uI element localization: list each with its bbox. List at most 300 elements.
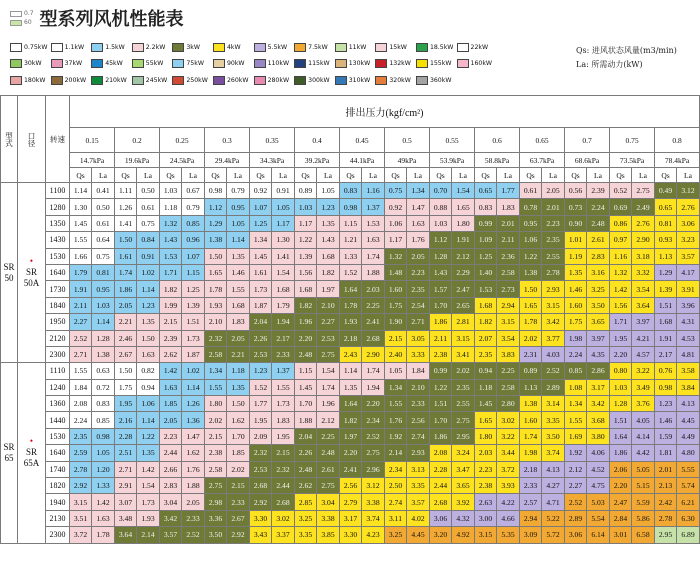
la-cell: 2.27: [317, 314, 340, 330]
qs-cell: 2.32: [205, 330, 227, 346]
la-cell: 2.68: [362, 330, 385, 346]
header-bore: 口径: [18, 96, 46, 183]
la-cell: 0.95: [227, 199, 250, 215]
qs-cell: 2.78: [70, 461, 92, 477]
qs-cell: 2.16: [115, 412, 137, 428]
la-cell: 1.02: [137, 264, 160, 280]
legend-swatch: [10, 59, 22, 68]
legend-item: [375, 56, 416, 71]
pressure-value: 0.55: [430, 128, 475, 153]
la-cell: 3.80: [587, 428, 610, 444]
qs-cell: 1.09: [475, 232, 497, 248]
qs-cell: 1.52: [340, 264, 362, 280]
la-cell: 4.81: [677, 346, 700, 362]
la-cell: 6.30: [677, 510, 700, 526]
la-cell: 2.56: [407, 412, 430, 428]
la-cell: 1.85: [227, 445, 250, 461]
qs-cell: 2.38: [205, 445, 227, 461]
qs-cell: 1.13: [655, 248, 677, 264]
la-cell: 2.61: [317, 461, 340, 477]
la-cell: 1.70: [227, 428, 250, 444]
qs-cell: 2.11: [430, 330, 452, 346]
la-cell: 2.76: [677, 199, 700, 215]
legend-swatch: [335, 43, 347, 52]
la-cell: 0.50: [92, 199, 115, 215]
table-row: [1, 346, 700, 362]
qs-cell: 1.21: [340, 232, 362, 248]
qs-cell: 2.42: [655, 494, 677, 510]
la-cell: 1.35: [137, 445, 160, 461]
la-cell: 4.49: [677, 428, 700, 444]
kpa-value: 24.5kPa: [160, 153, 205, 168]
la-cell: 3.74: [362, 510, 385, 526]
la-cell: 2.25: [362, 297, 385, 313]
qs-cell: 2.08: [430, 445, 452, 461]
qs-cell: 2.20: [610, 478, 632, 494]
qs-cell: 1.53: [160, 248, 182, 264]
qs-cell: 2.44: [430, 478, 452, 494]
la-cell: 1.84: [407, 363, 430, 379]
pressure-value: 0.75: [610, 128, 655, 153]
la-cell: 0.94: [137, 379, 160, 395]
la-cell: 1.42: [137, 461, 160, 477]
qs-cell: 1.71: [610, 314, 632, 330]
la-cell: 1.55: [272, 379, 295, 395]
pressure-value: 0.15: [70, 128, 115, 153]
legend-label: 18.5kW: [429, 44, 454, 51]
qs-cell: 2.53: [250, 346, 272, 362]
qs-cell: 1.88: [295, 412, 317, 428]
la-cell: 2.58: [497, 264, 520, 280]
qs-cell: 1.06: [385, 215, 407, 231]
qs-cell: 1.75: [385, 297, 407, 313]
qs-cell: 3.06: [565, 527, 587, 543]
speed-cell: 1280: [46, 199, 70, 215]
qs-cell: 1.57: [430, 281, 452, 297]
table-row: [1, 215, 700, 231]
la-cell: 1.54: [272, 264, 295, 280]
qs-cell: 1.50: [205, 248, 227, 264]
qs-cell: 1.18: [160, 199, 182, 215]
qs-cell: 1.80: [475, 428, 497, 444]
qs-cell: 3.43: [250, 527, 272, 543]
qs-cell: 1.69: [565, 428, 587, 444]
legend-label: 200kW: [64, 76, 87, 84]
la-cell: 2.35: [407, 281, 430, 297]
qs-cell: 1.87: [250, 297, 272, 313]
legend-item: [172, 56, 213, 71]
qs-cell: 2.38: [475, 478, 497, 494]
qs-cell: 2.75: [205, 478, 227, 494]
qs-cell: 2.66: [160, 461, 182, 477]
la-cell: 1.15: [182, 264, 205, 280]
qs-cell: 1.97: [340, 428, 362, 444]
qs-cell: 1.35: [340, 379, 362, 395]
speed-cell: 1440: [46, 412, 70, 428]
qs-cell: 1.95: [115, 396, 137, 412]
la-cell: 2.48: [587, 215, 610, 231]
qs-cell: 3.30: [250, 510, 272, 526]
legend-swatch: [213, 76, 225, 85]
la-cell: 1.50: [137, 330, 160, 346]
qs-cell: 0.49: [655, 183, 677, 199]
la-cell: 4.52: [587, 461, 610, 477]
qs-cell: 1.05: [385, 363, 407, 379]
qs-cell: 2.27: [565, 478, 587, 494]
qs-cell: 2.95: [655, 527, 677, 543]
la-cell: 4.22: [497, 494, 520, 510]
la-cell: 2.75: [317, 346, 340, 362]
kpa-value: 53.9kPa: [430, 153, 475, 168]
legend-swatch: [91, 43, 103, 52]
la-cell: 2.36: [497, 248, 520, 264]
la-cell: 0.50: [137, 183, 160, 199]
legend-item: [132, 56, 173, 71]
la-cell: 1.14: [92, 314, 115, 330]
la-cell: 0.91: [137, 248, 160, 264]
kpa-value: 68.6kPa: [565, 153, 610, 168]
qs-header: Qs: [250, 168, 272, 183]
la-header: La: [542, 168, 565, 183]
la-header: La: [362, 168, 385, 183]
la-cell: 2.93: [407, 445, 430, 461]
la-cell: 3.02: [272, 510, 295, 526]
title-row: [10, 4, 184, 32]
la-cell: 3.93: [497, 478, 520, 494]
la-cell: 2.34: [362, 412, 385, 428]
type-line: SR: [3, 441, 15, 452]
qs-cell: 1.70: [430, 412, 452, 428]
qs-cell: 2.51: [115, 445, 137, 461]
qs-cell: 1.82: [475, 314, 497, 330]
speed-cell: 1730: [46, 281, 70, 297]
la-header: La: [227, 168, 250, 183]
la-cell: 0.61: [92, 215, 115, 231]
la-cell: 6.89: [677, 527, 700, 543]
model-line: SR: [25, 447, 37, 458]
la-cell: 1.42: [92, 494, 115, 510]
la-cell: 3.54: [632, 281, 655, 297]
qs-cell: 0.56: [565, 183, 587, 199]
qs-cell: 1.92: [565, 445, 587, 461]
la-cell: 3.57: [407, 494, 430, 510]
la-cell: 1.63: [407, 215, 430, 231]
la-cell: 6.58: [632, 527, 655, 543]
table-row: [1, 461, 700, 477]
qs-cell: 3.25: [385, 527, 407, 543]
la-cell: 3.64: [632, 297, 655, 313]
la-cell: 3.32: [632, 264, 655, 280]
legend-item: [375, 73, 416, 88]
qs-cell: 1.55: [565, 412, 587, 428]
la-cell: 2.96: [362, 461, 385, 477]
legend-swatch: [10, 76, 22, 85]
model-line: 50A: [23, 278, 40, 289]
legend-item: [172, 73, 213, 88]
legend-swatch: [51, 76, 63, 85]
la-cell: 2.25: [317, 428, 340, 444]
qs-cell: 1.64: [610, 428, 632, 444]
qs-cell: 3.72: [70, 527, 92, 543]
legend-swatch: [10, 20, 22, 26]
qs-cell: 2.35: [475, 346, 497, 362]
la-cell: 1.82: [317, 264, 340, 280]
la-cell: 2.68: [272, 494, 295, 510]
la-cell: 2.93: [542, 281, 565, 297]
legend-label: 2.2kW: [145, 44, 166, 51]
qs-cell: 1.63: [160, 379, 182, 395]
la-cell: 0.72: [92, 379, 115, 395]
legend-label: 320kW: [389, 76, 411, 84]
qs-cell: 2.92: [250, 494, 272, 510]
legend-label: 45kW: [105, 60, 123, 68]
la-cell: 3.74: [542, 445, 565, 461]
model-line: SR: [25, 267, 37, 278]
qs-cell: 2.15: [205, 428, 227, 444]
la-cell: 2.52: [542, 363, 565, 379]
qs-cell: 1.96: [295, 314, 317, 330]
qs-cell: 2.12: [565, 461, 587, 477]
qs-cell: 1.59: [655, 428, 677, 444]
la-cell: 1.93: [137, 510, 160, 526]
qs-cell: 1.41: [115, 215, 137, 231]
legend-item: [254, 56, 295, 71]
la-cell: 0.95: [92, 281, 115, 297]
qs-cell: 1.50: [115, 232, 137, 248]
la-cell: 3.42: [542, 314, 565, 330]
qs-cell: 2.50: [385, 478, 407, 494]
qs-cell: 1.38: [520, 264, 542, 280]
qs-header: Qs: [205, 168, 227, 183]
la-cell: 1.05: [227, 215, 250, 231]
la-cell: 3.83: [497, 346, 520, 362]
qs-cell: 0.98: [205, 183, 227, 199]
power-legend: [10, 40, 570, 89]
speed-cell: 1740: [46, 461, 70, 477]
la-cell: 0.85: [182, 215, 205, 231]
type-cell: [1, 183, 18, 363]
qs-cell: 3.48: [115, 510, 137, 526]
qs-cell: 1.65: [520, 297, 542, 313]
kpa-value: 34.3kPa: [250, 153, 295, 168]
qs-cell: 2.57: [520, 494, 542, 510]
la-cell: 2.44: [272, 478, 295, 494]
legend-item: [375, 40, 416, 55]
qs-header: Qs: [520, 168, 542, 183]
qs-header: Qs: [430, 168, 452, 183]
la-cell: 1.80: [452, 215, 475, 231]
qs-cell: 2.04: [250, 314, 272, 330]
qs-cell: 1.55: [70, 363, 92, 379]
legend-swatch: [213, 43, 225, 52]
qs-cell: 1.40: [475, 264, 497, 280]
la-cell: 5.35: [497, 527, 520, 543]
la-cell: 0.98: [92, 428, 115, 444]
qs-cell: 2.05: [160, 412, 182, 428]
la-cell: 2.11: [497, 232, 520, 248]
la-cell: 3.84: [677, 379, 700, 395]
la-cell: 4.05: [632, 412, 655, 428]
kpa-value: 63.7kPa: [520, 153, 565, 168]
qs-cell: 2.15: [160, 314, 182, 330]
qs-cell: 1.91: [70, 281, 92, 297]
qs-cell: 1.79: [70, 264, 92, 280]
legend-label: 310kW: [348, 76, 371, 84]
qs-cell: 2.41: [340, 461, 362, 477]
la-cell: 4.27: [542, 478, 565, 494]
la-cell: 1.87: [182, 346, 205, 362]
qs-cell: 2.58: [205, 346, 227, 362]
la-header: La: [92, 168, 115, 183]
qs-cell: 2.26: [295, 445, 317, 461]
la-cell: 2.52: [182, 527, 205, 543]
qs-cell: 0.81: [655, 215, 677, 231]
la-cell: 3.50: [587, 297, 610, 313]
la-cell: 1.63: [362, 232, 385, 248]
qs-cell: 1.45: [70, 215, 92, 231]
la-cell: 2.67: [227, 510, 250, 526]
la-cell: 0.75: [137, 215, 160, 231]
la-cell: 1.35: [137, 314, 160, 330]
legend-label: 11kW: [348, 44, 367, 51]
pressure-value: 0.2: [115, 128, 160, 153]
la-cell: 1.73: [137, 494, 160, 510]
table-row: [1, 297, 700, 313]
qs-cell: 2.56: [340, 478, 362, 494]
qs-header: Qs: [475, 168, 497, 183]
la-cell: 4.92: [452, 527, 475, 543]
la-cell: 1.05: [317, 183, 340, 199]
legend-label: 5.5kW: [267, 44, 288, 51]
la-cell: 2.12: [317, 412, 340, 428]
legend-item: [91, 40, 132, 55]
qs-cell: 1.45: [475, 396, 497, 412]
qs-cell: 1.03: [610, 379, 632, 395]
la-cell: 1.73: [272, 396, 295, 412]
pressure-value: 0.7: [565, 128, 610, 153]
legend-row: [10, 73, 570, 88]
la-header: La: [182, 168, 205, 183]
la-cell: 2.05: [182, 494, 205, 510]
la-cell: 3.76: [632, 396, 655, 412]
qs-header: Qs: [70, 168, 92, 183]
table-row: [1, 428, 700, 444]
legend-swatch: [254, 59, 266, 68]
legend-swatch: [294, 43, 306, 52]
la-cell: 1.95: [272, 428, 295, 444]
qs-cell: 1.50: [520, 281, 542, 297]
la-cell: 1.30: [272, 232, 295, 248]
speed-cell: 1530: [46, 428, 70, 444]
qs-cell: 2.27: [70, 314, 92, 330]
qs-cell: 1.45: [295, 379, 317, 395]
la-cell: 4.21: [632, 330, 655, 346]
la-cell: 2.21: [227, 346, 250, 362]
qs-cell: 1.55: [205, 379, 227, 395]
la-cell: 3.96: [677, 297, 700, 313]
qs-cell: 1.86: [115, 281, 137, 297]
la-cell: 0.79: [227, 183, 250, 199]
la-cell: 2.33: [182, 510, 205, 526]
qs-cell: 2.34: [385, 461, 407, 477]
la-cell: 5.72: [542, 527, 565, 543]
qs-cell: 1.98: [565, 330, 587, 346]
qs-cell: 1.82: [340, 412, 362, 428]
la-cell: 3.44: [497, 445, 520, 461]
qs-cell: 3.06: [430, 510, 452, 526]
qs-header: Qs: [340, 168, 362, 183]
qs-cell: 2.62: [295, 478, 317, 494]
qs-cell: 2.71: [70, 346, 92, 362]
qs-cell: 1.32: [160, 215, 182, 231]
qs-cell: 1.82: [160, 281, 182, 297]
la-cell: 2.78: [542, 264, 565, 280]
legend-item: [416, 40, 457, 55]
qs-cell: 2.39: [160, 330, 182, 346]
legend-swatch: [91, 59, 103, 68]
qs-cell: 3.01: [610, 527, 632, 543]
legend-item: [416, 56, 457, 71]
legend-row: [10, 40, 570, 55]
qs-cell: 0.89: [520, 363, 542, 379]
legend-item: [294, 73, 335, 88]
marker-dot: •: [29, 256, 34, 267]
la-cell: 3.23: [677, 232, 700, 248]
la-cell: 0.41: [92, 183, 115, 199]
legend-swatch: [172, 43, 184, 52]
qs-header: Qs: [115, 168, 137, 183]
la-cell: 2.76: [632, 215, 655, 231]
la-cell: 1.78: [92, 527, 115, 543]
qs-cell: 2.17: [655, 346, 677, 362]
la-cell: 3.04: [317, 494, 340, 510]
table-row: [1, 248, 700, 264]
la-cell: 1.88: [182, 478, 205, 494]
legend-item: [10, 73, 51, 88]
qs-cell: 0.95: [520, 215, 542, 231]
speed-cell: 1940: [46, 494, 70, 510]
qs-cell: 1.48: [385, 264, 407, 280]
note-qs: Qs: 进风状态风量(m3/min): [576, 46, 677, 55]
qs-cell: 1.17: [385, 232, 407, 248]
qs-cell: 1.95: [610, 330, 632, 346]
legend-item: [10, 56, 51, 71]
qs-cell: 1.86: [430, 428, 452, 444]
header-model: 型式: [1, 96, 18, 183]
qs-cell: 2.40: [385, 346, 407, 362]
la-cell: 2.32: [272, 461, 295, 477]
qs-cell: 2.24: [565, 346, 587, 362]
legend-label: 3kW: [186, 44, 201, 51]
la-cell: 1.16: [362, 183, 385, 199]
legend-swatch: [132, 59, 144, 68]
legend-swatch: [335, 59, 347, 68]
la-cell: 1.34: [407, 183, 430, 199]
la-cell: 3.15: [542, 297, 565, 313]
la-cell: 3.37: [272, 527, 295, 543]
la-cell: 1.65: [452, 199, 475, 215]
qs-cell: 2.28: [430, 461, 452, 477]
qs-cell: 1.53: [475, 281, 497, 297]
la-cell: 5.03: [587, 494, 610, 510]
la-cell: 1.68: [317, 248, 340, 264]
qs-cell: 1.42: [610, 281, 632, 297]
legend-swatch: [375, 59, 387, 68]
qs-cell: 2.23: [475, 461, 497, 477]
la-cell: 3.91: [677, 281, 700, 297]
la-header: La: [587, 168, 610, 183]
qs-cell: 3.35: [295, 527, 317, 543]
